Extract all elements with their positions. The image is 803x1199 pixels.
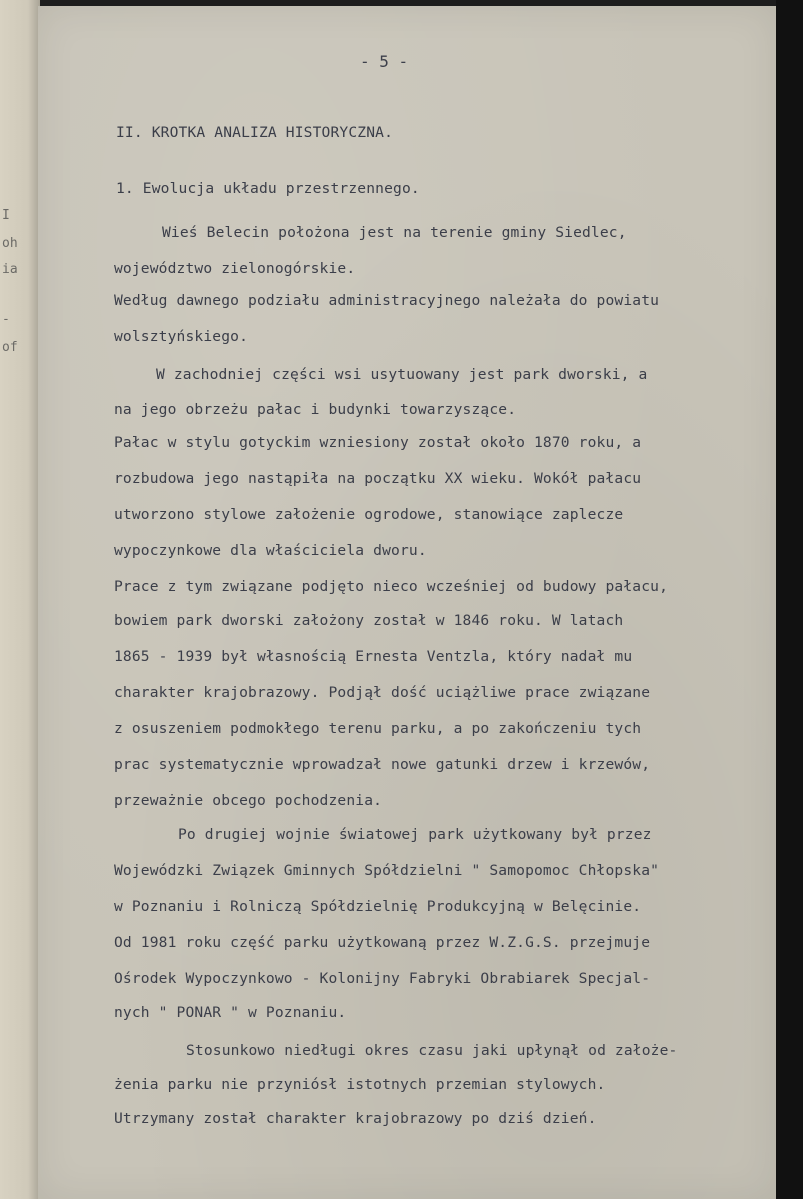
- strip-mark: -: [2, 312, 10, 327]
- text-line: z osuszeniem podmokłego terenu parku, a po zakończeniu tych: [114, 720, 642, 737]
- text-line: w Poznaniu i Rolniczą Spółdzielnię Produkcyjną w Belęcinie.: [114, 898, 642, 915]
- subsection-title: 1. Ewolucja układu przestrzennego.: [116, 180, 420, 197]
- strip-mark: of: [2, 340, 18, 355]
- text-line: rozbudowa jego nastąpiła na początku XX wieku. Wokół pałacu: [114, 470, 642, 487]
- text-line: Wojewódzki Związek Gminnych Spółdzielni " Samopomoc Chłopska": [114, 862, 660, 879]
- text-line: bowiem park dworski założony został w 1846 roku. W latach: [114, 612, 624, 629]
- adjacent-page-strip: [0, 0, 40, 1199]
- text-line: żenia parku nie przyniósł istotnych przemian stylowych.: [114, 1076, 606, 1093]
- text-line: Utrzymany został charakter krajobrazowy po dziś dzień.: [114, 1110, 597, 1127]
- strip-mark: oh: [2, 236, 18, 251]
- text-line: na jego obrzeżu pałac i budynki towarzyszące.: [114, 401, 517, 418]
- text-line: Według dawnego podziału administracyjnego należała do powiatu: [114, 292, 660, 309]
- text-line: utworzono stylowe założenie ogrodowe, stanowiące zaplecze: [114, 506, 624, 523]
- page-number: - 5 -: [360, 52, 409, 71]
- text-line: charakter krajobrazowy. Podjął dość uciążliwe prace związane: [114, 684, 651, 701]
- text-line: Wieś Belecin położona jest na terenie gminy Siedlec,: [162, 224, 627, 241]
- text-line: wypoczynkowe dla właściciela dworu.: [114, 542, 427, 559]
- strip-mark: I: [2, 208, 10, 223]
- scan-edge: [776, 0, 803, 1199]
- text-line: 1865 - 1939 był własnością Ernesta Ventzla, który nadał mu: [114, 648, 633, 665]
- text-line: województwo zielonogórskie.: [114, 260, 356, 277]
- text-line: nych " PONAR " w Poznaniu.: [114, 1004, 347, 1021]
- text-line: Pałac w stylu gotyckim wzniesiony został około 1870 roku, a: [114, 434, 642, 451]
- text-line: przeważnie obcego pochodzenia.: [114, 792, 383, 809]
- section-title: II. KROTKA ANALIZA HISTORYCZNA.: [116, 124, 394, 141]
- document-page: [38, 6, 776, 1199]
- strip-mark: ia: [2, 262, 18, 277]
- text-line: wolsztyńskiego.: [114, 328, 249, 345]
- text-line: prac systematycznie wprowadzał nowe gatunki drzew i krzewów,: [114, 756, 651, 773]
- text-line: Po drugiej wojnie światowej park użytkowany był przez: [178, 826, 652, 843]
- text-line: Prace z tym związane podjęto nieco wcześniej od budowy pałacu,: [114, 578, 669, 595]
- text-line: Ośrodek Wypoczynkowo - Kolonijny Fabryki Obrabiarek Specjal-: [114, 970, 651, 987]
- text-line: W zachodniej części wsi usytuowany jest park dworski, a: [156, 366, 648, 383]
- text-line: Od 1981 roku część parku użytkowaną przez W.Z.G.S. przejmuje: [114, 934, 651, 951]
- text-line: Stosunkowo niedługi okres czasu jaki upłynął od założe-: [186, 1042, 678, 1059]
